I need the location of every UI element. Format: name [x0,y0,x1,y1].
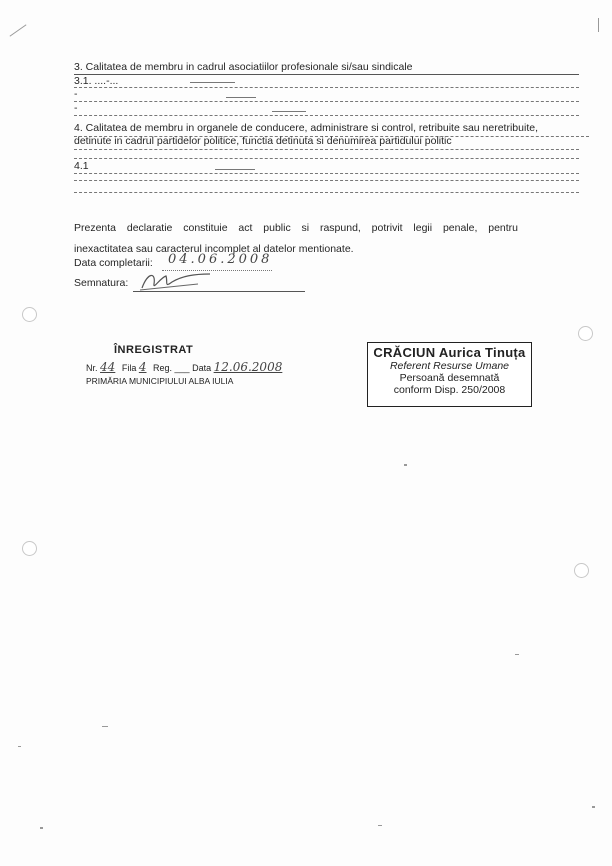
scan-speck [404,464,407,466]
rule [74,149,579,150]
scan-speck [598,18,599,32]
section3-item: 3.1. ....-... [74,75,119,87]
rule [226,97,256,98]
data-value: 12.06.2008 [213,360,283,374]
punch-hole [22,307,37,322]
registration-numbers [86,360,283,374]
official-stamp [367,342,532,407]
stamp-line4: conform Disp. 250/2008 [393,384,506,396]
statement-line2: inexactitatea sau caracterul incomplet al datelor mentionate. [74,243,354,255]
scan-speck [10,24,27,36]
rule [74,87,579,88]
stamp-name: CRĂCIUN Aurica Tinuța [373,345,526,360]
scan-speck [102,726,108,727]
rule [74,115,579,116]
signature-label: Semnatura: [74,277,129,289]
date-value: 04.06.2008 [168,252,273,267]
punch-hole [578,326,593,341]
section4-heading-line2: detinute in cadrul partidelor politice, functia detinuta si denumirea partidului politic [74,135,452,147]
rule [74,173,579,174]
statement-paragraph [74,218,518,260]
scan-speck [378,825,382,826]
nr-label: Nr. [86,363,98,373]
rule [74,158,579,159]
scan-speck [515,654,519,655]
section4-item: 4.1 [74,160,89,172]
rule [190,82,235,83]
fila-label: Fila [121,363,137,373]
rule [74,180,579,181]
section3-dash: - [74,102,78,114]
rule [272,111,306,112]
reg-label: Reg. [153,363,173,373]
section3-dash: - [74,88,78,100]
registration-institution: PRIMĂRIA MUNICIPIULUI ALBA IULIA [86,376,234,386]
reg-blank: ___ [174,363,190,373]
statement-line1: Prezenta declaratie constituie act public si raspund, potrivit legii penale, pentru [74,222,518,234]
scan-speck [592,806,595,808]
stamp-line3: Persoană desemnată [399,372,500,384]
stamp-role: Referent Resurse Umane [389,360,510,372]
registration-stamp [86,344,283,386]
data-label: Data [192,363,212,373]
nr-value: 44 [100,360,116,374]
signature-scribble [138,268,218,294]
punch-hole [22,541,37,556]
rule [74,101,579,102]
rule [215,169,255,170]
date-label: Data completarii: [74,257,153,269]
fila-value: 4 [138,360,147,374]
registration-title: ÎNREGISTRAT [114,344,194,356]
scan-speck [40,827,43,829]
rule [74,74,579,75]
rule [74,192,579,193]
section3-heading: 3. Calitatea de membru in cadrul asociatiilor profesionale si/sau sindicale [74,61,413,73]
section4-heading-line1: 4. Calitatea de membru in organele de conducere, administrare si control, retribuite sau neretribuite, [74,122,538,134]
scan-speck [18,746,21,747]
punch-hole [574,563,589,578]
